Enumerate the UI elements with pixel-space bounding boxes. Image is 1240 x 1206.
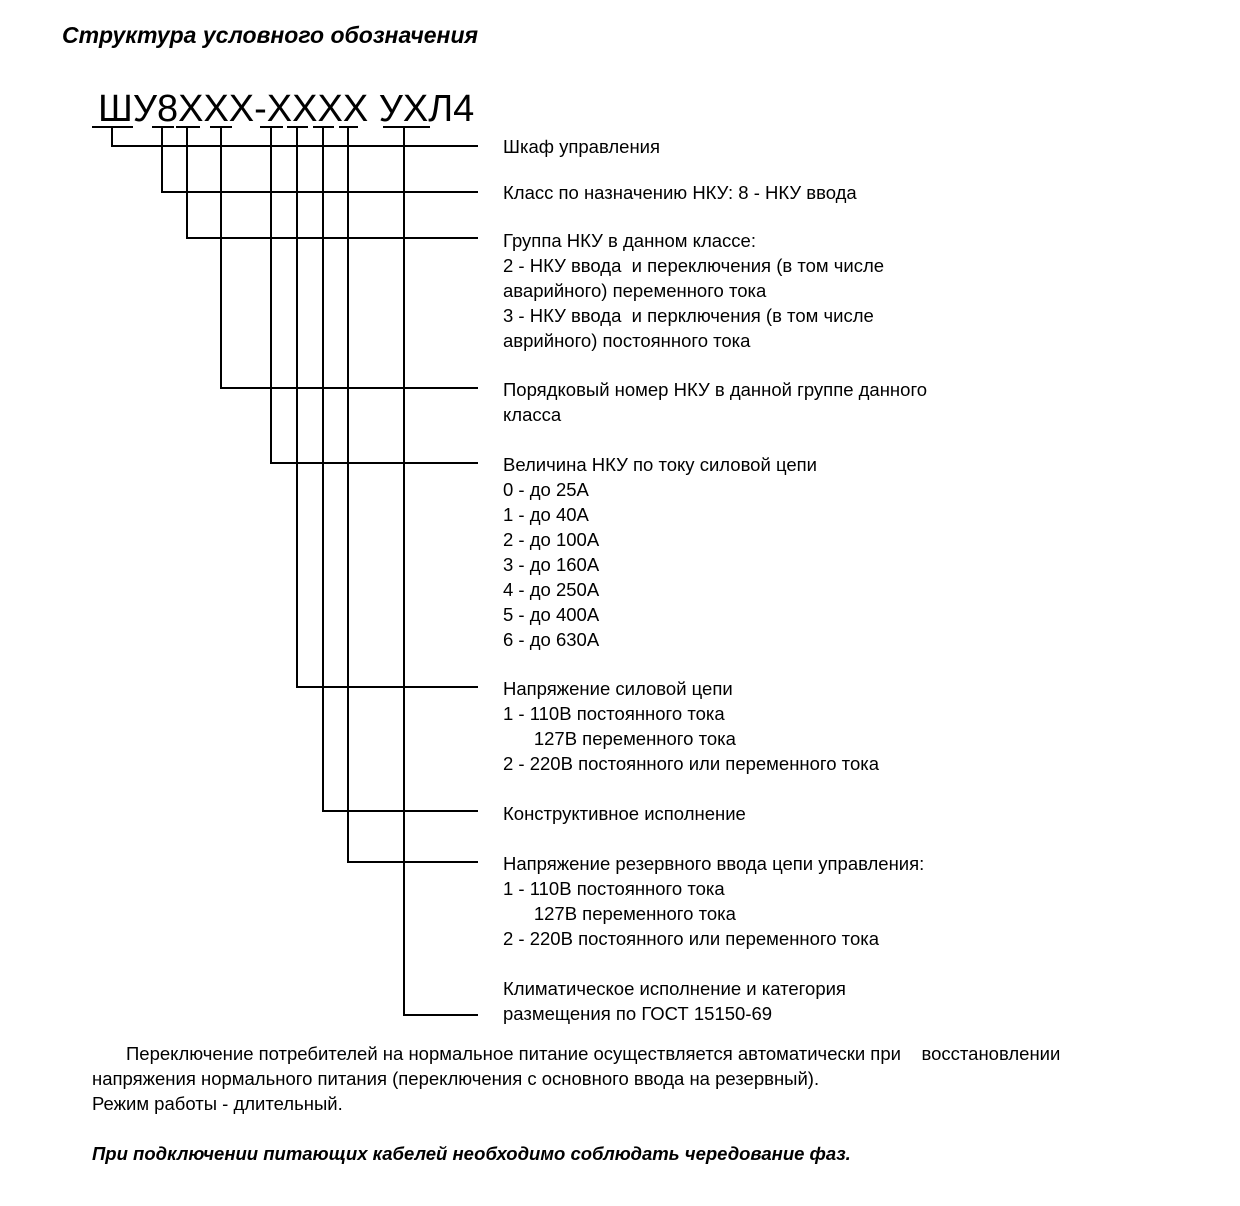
item-construction: Конструктивное исполнение: [503, 803, 746, 824]
leader-current: [271, 127, 478, 463]
footer-line-2: напряжения нормального питания (переключения с основного ввода на резервный).: [92, 1068, 820, 1089]
leader-group: [187, 127, 478, 238]
item-power-voltage: Напряжение силовой цепи 1 - 110В постоянного тока 127В переменного тока 2 - 220В постоянного или переменного тока: [503, 678, 880, 774]
leader-shu: [112, 127, 478, 146]
footer-line-3: Режим работы - длительный.: [92, 1093, 343, 1114]
phase-warning: При подключении питающих кабелей необходимо соблюдать чередование фаз.: [92, 1143, 851, 1164]
designation-code: ШУ8ХХХ-ХХХХ УХЛ4: [98, 88, 475, 130]
item-reserve-voltage: Напряжение резервного ввода цепи управления: 1 - 110В постоянного тока 127В переменного тока 2 - 220В постоянного или переменного тока: [503, 853, 925, 949]
item-climate: Климатическое исполнение и категория размещения по ГОСТ 15150-69: [503, 978, 846, 1024]
leader-climate: [404, 127, 478, 1015]
item-group: Группа НКУ в данном классе: 2 - НКУ ввода и переключения (в том числе аварийного) переменного тока 3 - НКУ ввода и перключения (в том числе аврийного) постоянного тока: [503, 230, 885, 351]
leader-construction: [323, 127, 478, 811]
leader-class: [162, 127, 478, 192]
item-class: Класс по назначению НКУ: 8 - НКУ ввода: [503, 182, 857, 203]
diagram-title: Структура условного обозначения: [62, 22, 479, 48]
item-current-size: Величина НКУ по току силовой цепи 0 - до 25А 1 - до 40А 2 - до 100А 3 - до 160А 4 - до 250А 5 - до 400А 6 - до 630А: [503, 454, 817, 650]
item-cabinet: Шкаф управления: [503, 136, 661, 157]
leader-voltage: [297, 127, 478, 687]
footer-line-1: Переключение потребителей на нормальное питание осуществляется автоматически при восстановлении: [126, 1043, 1061, 1064]
leader-number: [221, 127, 478, 388]
item-number: Порядковый номер НКУ в данной группе данного класса: [503, 379, 928, 425]
